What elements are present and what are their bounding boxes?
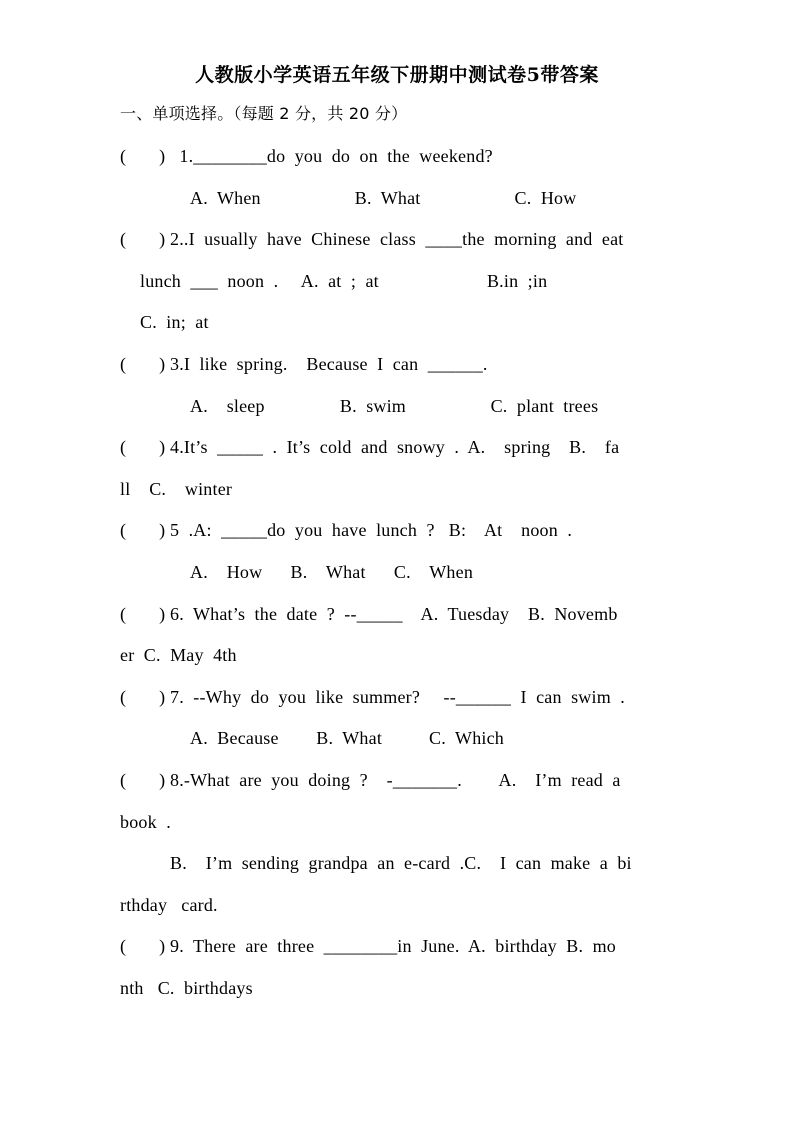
question-2-option-c: C. in; at	[140, 312, 209, 332]
question-8-options: B. I’m sending grandpa an e-card .C. I can make a bi	[170, 853, 632, 873]
question-8-options-continued: rthday card.	[120, 895, 218, 915]
question-6: ( ) 6. What’s the date ? --_____ A. Tuesday B. Novemb	[120, 604, 618, 624]
question-3: ( ) 3.I like spring. Because I can ______.	[120, 354, 488, 374]
question-9: ( ) 9. There are three ________in June. A. birthday B. mo	[120, 936, 616, 956]
question-4: ( ) 4.It’s _____ . It’s cold and snowy . A. spring B. fa	[120, 437, 620, 457]
question-4-continued: ll C. winter	[120, 479, 233, 499]
section-heading: 一、单项选择。（每题 2 分，共 20 分）	[120, 104, 408, 123]
question-8: ( ) 8.-What are you doing ? -_______. A. I’m read a	[120, 770, 621, 790]
question-3-options: A. sleep B. swim C. plant trees	[190, 396, 599, 416]
question-5: ( ) 5 .A: _____do you have lunch ? B: At noon .	[120, 520, 573, 540]
question-6-continued: er C. May 4th	[120, 645, 237, 665]
question-1-options: A. When B. What C. How	[190, 188, 577, 208]
question-1: ( ) 1.________do you do on the weekend?	[120, 146, 493, 166]
question-8-continued: book .	[120, 812, 171, 832]
page-title: 人教版小学英语五年级下册期中测试卷5带答案	[195, 64, 599, 86]
question-2-continued: lunch ___ noon . A. at ; at B.in ;in	[140, 271, 548, 291]
question-9-continued: nth C. birthdays	[120, 978, 253, 998]
question-2: ( ) 2..I usually have Chinese class ____the morning and eat	[120, 229, 624, 249]
question-5-options: A. How B. What C. When	[190, 562, 474, 582]
question-7: ( ) 7. --Why do you like summer? --______ I can swim .	[120, 687, 626, 707]
question-7-options: A. Because B. What C. Which	[190, 728, 504, 748]
